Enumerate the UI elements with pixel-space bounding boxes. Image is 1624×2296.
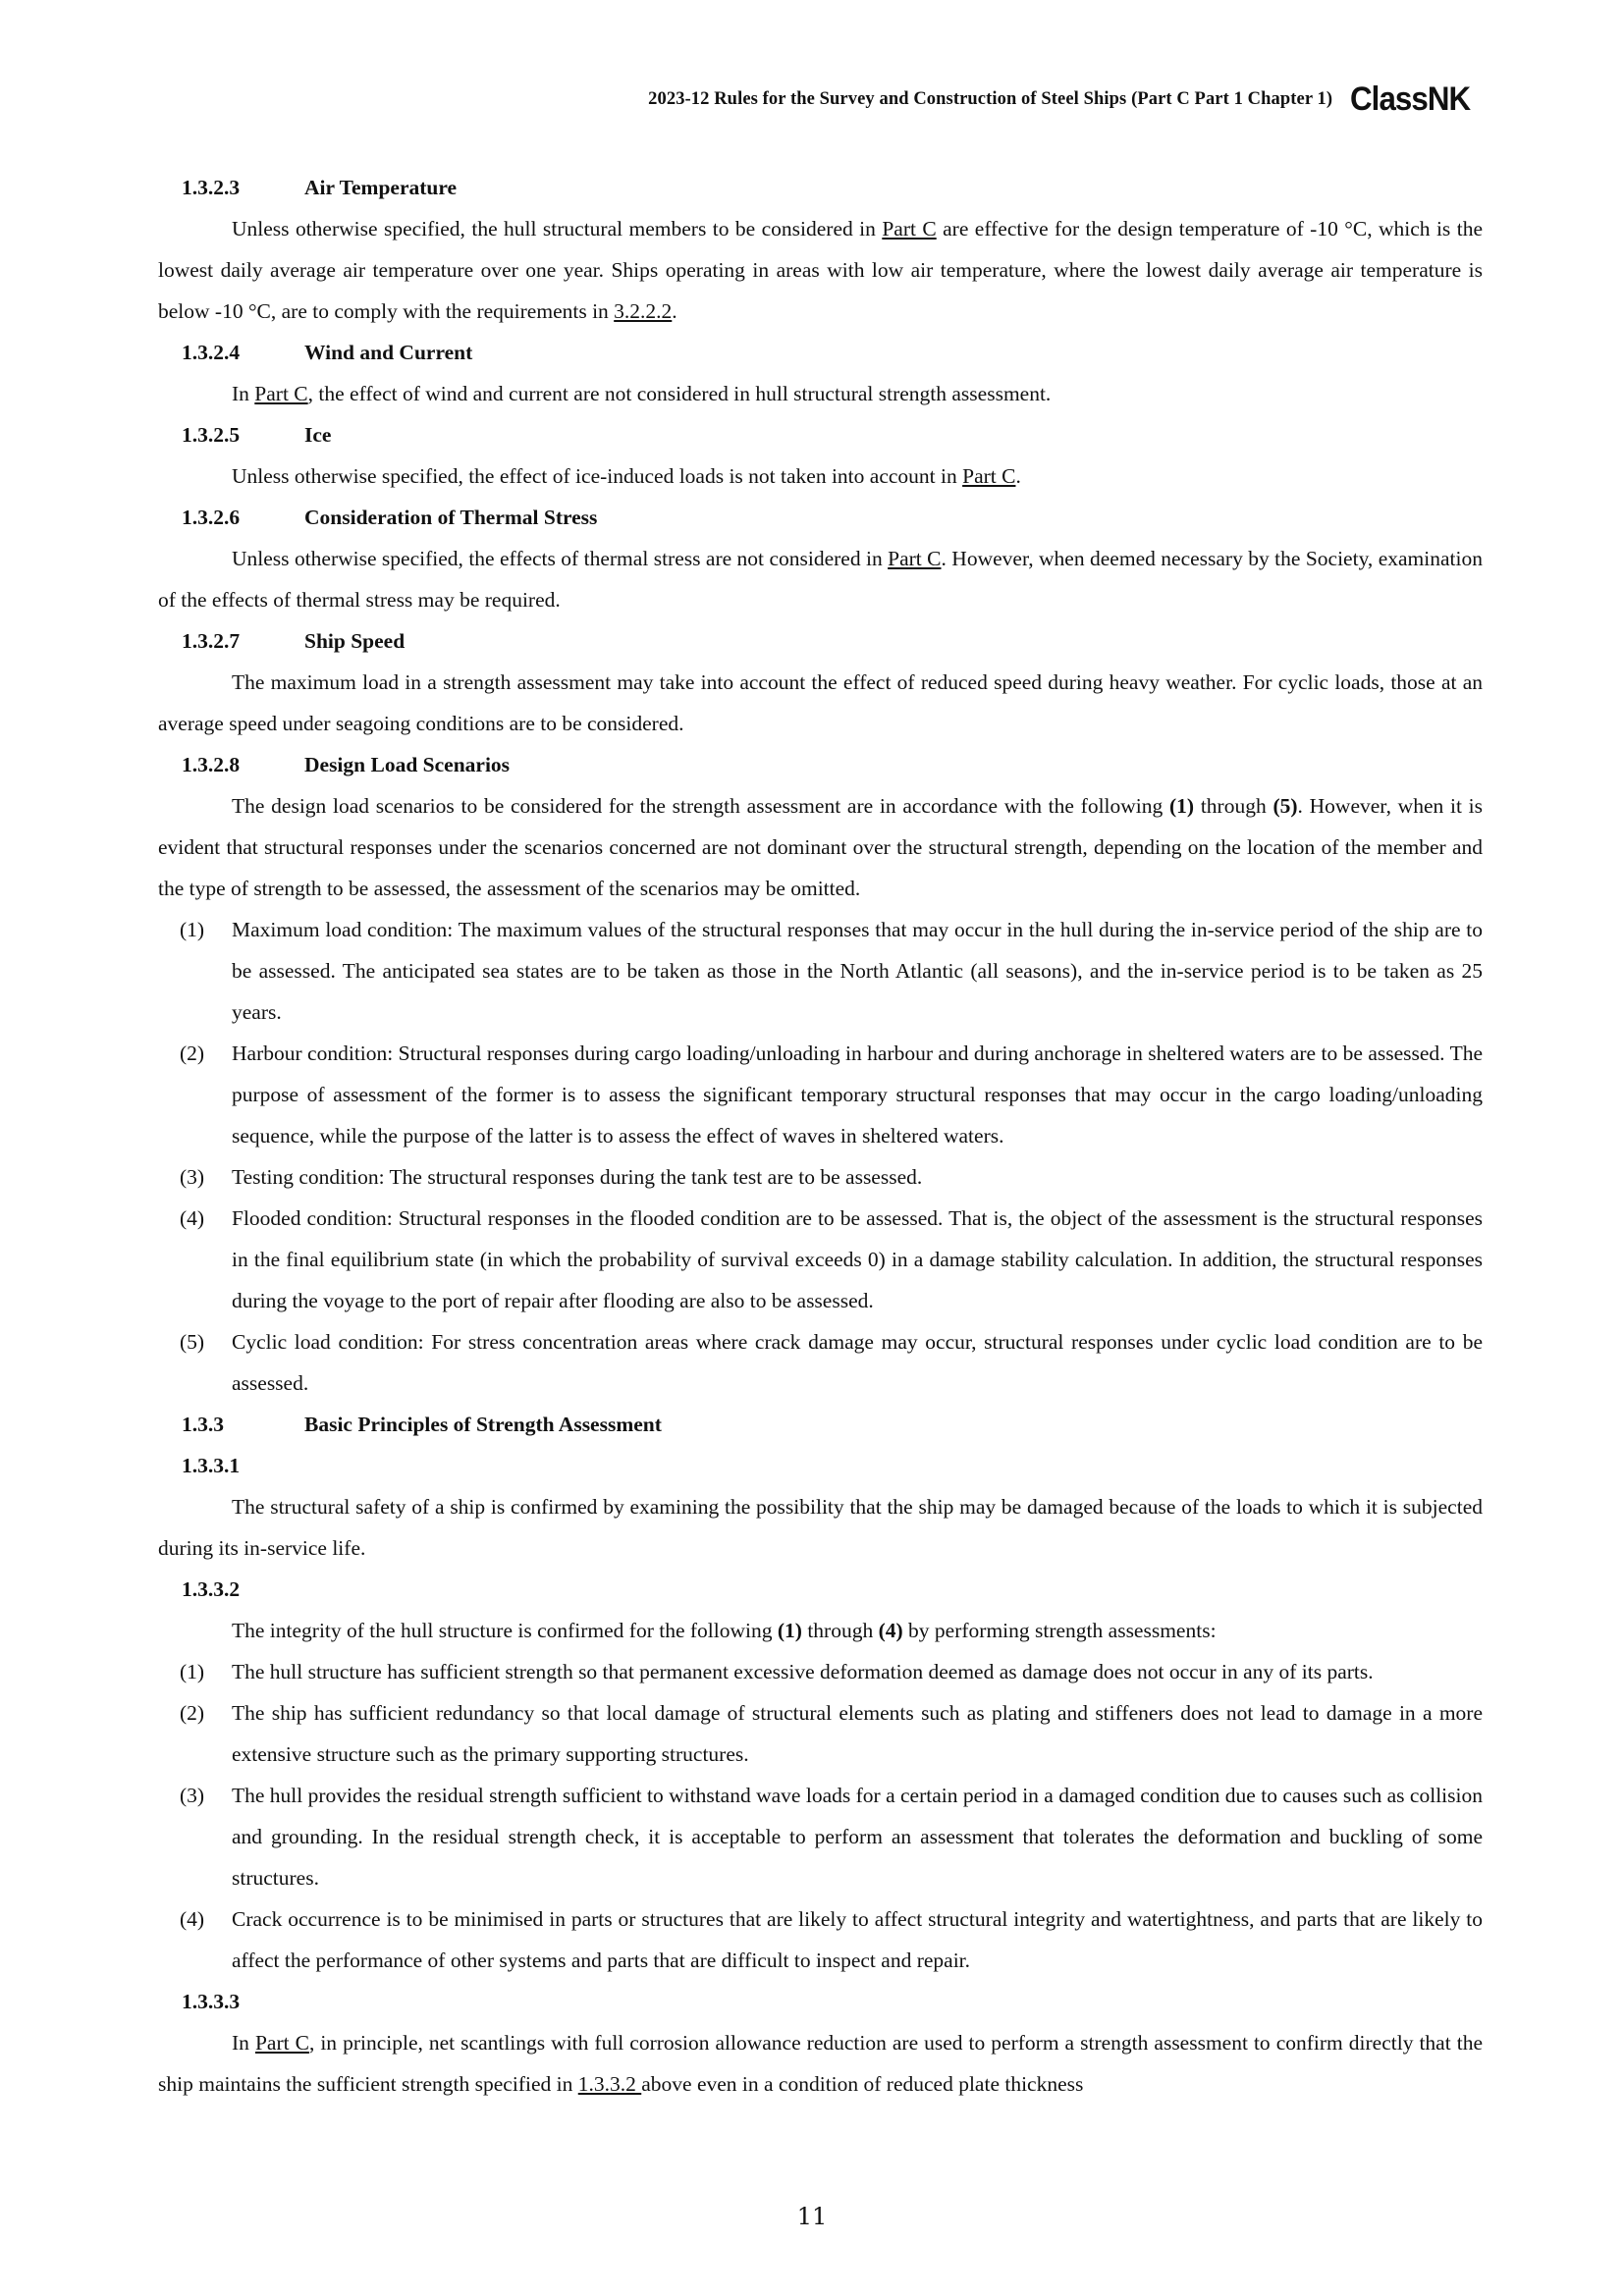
section-heading [158, 167, 1483, 208]
classnk-logo: ClassNK [1350, 80, 1471, 118]
paragraph-text: In [232, 2031, 255, 2055]
section-heading [158, 1981, 1483, 2022]
list-marker: (1) [180, 1660, 205, 1683]
paragraph [158, 2022, 1483, 2105]
document-body [158, 167, 1483, 2105]
paragraph [158, 1610, 1483, 1651]
list-marker: (4) [180, 1907, 205, 1931]
link-part-c[interactable]: Part C [888, 547, 942, 570]
list-marker: (1) [180, 918, 205, 941]
paragraph-text: , the effect of wind and current are not considered in hull structural strength assessment. [307, 382, 1052, 405]
section-title: Ice [304, 423, 332, 447]
section-heading [158, 414, 1483, 455]
paragraph-text: by performing strength assessments: [902, 1619, 1217, 1642]
paragraph-text: The integrity of the hull structure is confirmed for the following [232, 1619, 778, 1642]
list-item [158, 1033, 1483, 1156]
page-number: 11 [796, 2203, 828, 2230]
section-heading [158, 620, 1483, 662]
list-item-text: Crack occurrence is to be minimised in parts or structures that are likely to affect structural integrity and watertightness, and parts that are likely to affect the performance of other systems and parts that are difficult to inspect and repair. [232, 1907, 1483, 1972]
list-marker: (4) [180, 1206, 205, 1230]
section-heading [158, 497, 1483, 538]
link-3-2-2-2[interactable]: 3.2.2.2 [614, 299, 673, 323]
section-title: Wind and Current [304, 341, 473, 364]
paragraph-text: . However, when it is evident that structural responses under the scenarios concerned are not dominant over the structural strength, depending on the location of the member and the type of strength to be assessed, the assessment of the scenarios may be omitted. [158, 794, 1483, 900]
link-part-c[interactable]: Part C [254, 382, 308, 405]
section-number: 1.3.3.1 [182, 1454, 241, 1477]
list-marker: (3) [180, 1784, 205, 1807]
section-number: 1.3.3 [182, 1413, 224, 1436]
section-heading [158, 332, 1483, 373]
link-part-c[interactable]: Part C [254, 2031, 309, 2055]
paragraph-text: . [672, 299, 677, 323]
list-item-text: Harbour condition: Structural responses during cargo loading/unloading in harbour and during anchorage in sheltered waters are to be assessed. The purpose of assessment of the former is to assess the significant temporary structural responses that may occur in the cargo loading/unloading sequence, while the purpose of the latter is to assess the effect of waves in sheltered waters. [232, 1041, 1483, 1148]
paragraph-text: Unless otherwise specified, the hull structural members to be considered in [232, 217, 883, 240]
section-number: 1.3.2.3 [182, 176, 241, 199]
list-item-text: The ship has sufficient redundancy so that local damage of structural elements such as plating and stiffeners does not lead to damage in a more extensive structure such as the primary supporting structures. [232, 1701, 1483, 1766]
section-title: Basic Principles of Strength Assessment [304, 1413, 662, 1436]
paragraph-text: In [232, 382, 255, 405]
page-header [648, 80, 1481, 119]
list-marker: (5) [180, 1330, 205, 1354]
paragraph [158, 538, 1483, 620]
list-item-text: The hull structure has sufficient strength so that permanent excessive deformation deemed as damage does not occur in any of its parts. [232, 1660, 1374, 1683]
list-item-text: Flooded condition: Structural responses in the flooded condition are to be assessed. That is, the object of the assessment is the structural responses in the final equilibrium state (in which the probability of survival exceeds 0) in a damage stability calculation. In addition, the structural responses during the voyage to the port of repair after flooding are also to be assessed. [232, 1206, 1483, 1312]
link-part-c[interactable]: Part C [882, 217, 937, 240]
section-heading [158, 744, 1483, 785]
section-number: 1.3.3.2 [182, 1577, 241, 1601]
bold-reference: (1) [777, 1619, 802, 1642]
section-heading [158, 1404, 1483, 1445]
section-title: Design Load Scenarios [304, 753, 511, 776]
list-item [158, 1692, 1483, 1775]
section-number: 1.3.2.4 [182, 341, 241, 364]
bold-reference: (1) [1169, 794, 1195, 818]
list-item [158, 1156, 1483, 1198]
section-number: 1.3.2.7 [182, 629, 241, 653]
paragraph-text: above even in a condition of reduced plate thickness [641, 2072, 1084, 2096]
list-item-text: The hull provides the residual strength sufficient to withstand wave loads for a certain period in a damaged condition due to causes such as collision and grounding. In the residual strength check, it is acceptable to perform an assessment that tolerates the deformation and buckling of some structures. [232, 1784, 1483, 1890]
section-heading [158, 1445, 1483, 1486]
paragraph-text: Unless otherwise specified, the effects of thermal stress are not considered in [232, 547, 889, 570]
list-item-text: Testing condition: The structural responses during the tank test are to be assessed. [232, 1165, 923, 1189]
paragraph: The maximum load in a strength assessment may take into account the effect of reduced speed during heavy weather. For cyclic loads, those at an average speed under seagoing conditions are to be considered. [158, 670, 1483, 735]
paragraph-text: The design load scenarios to be considered for the strength assessment are in accordance with the following [232, 794, 1170, 818]
paragraph-text: Unless otherwise specified, the effect of ice-induced loads is not taken into account in [232, 464, 963, 488]
section-title: Ship Speed [304, 629, 406, 653]
link-1-3-3-2[interactable]: 1.3.3.2 [577, 2072, 642, 2096]
list-marker: (2) [180, 1041, 205, 1065]
list-marker: (3) [180, 1165, 205, 1189]
section-title: Consideration of Thermal Stress [304, 506, 598, 529]
paragraph-text: , in principle, net scantlings with full corrosion allowance reduction are used to perform a strength assessment to confirm directly that the ship maintains the sufficient strength specified in [158, 2031, 1483, 2096]
list-item [158, 1898, 1483, 1981]
list-item [158, 1651, 1483, 1692]
section-number: 1.3.2.5 [182, 423, 241, 447]
header-title: 2023-12 Rules for the Survey and Construction of Steel Ships (Part C Part 1 Chapter 1) [648, 89, 1333, 109]
list-item [158, 1775, 1483, 1898]
paragraph [158, 785, 1483, 909]
link-part-c[interactable]: Part C [962, 464, 1016, 488]
paragraph [158, 208, 1483, 332]
section-number: 1.3.2.6 [182, 506, 241, 529]
list-item-text: Cyclic load condition: For stress concentration areas where crack damage may occur, structural responses under cyclic load condition are to be assessed. [232, 1330, 1483, 1395]
paragraph-text: . [1015, 464, 1021, 488]
list-marker: (2) [180, 1701, 205, 1725]
bold-reference: (5) [1272, 794, 1298, 818]
section-heading [158, 1569, 1483, 1610]
paragraph-text: through [1194, 794, 1273, 818]
list-item-text: Maximum load condition: The maximum values of the structural responses that may occur in the hull during the in-service period of the ship are to be assessed. The anticipated sea states are to be taken as those in the North Atlantic (all seasons), and the in-service period is to be taken as 25 years. [232, 918, 1483, 1024]
list-item [158, 1198, 1483, 1321]
paragraph [158, 455, 1483, 497]
paragraph-text: through [801, 1619, 879, 1642]
section-number: 1.3.3.3 [182, 1990, 241, 2013]
paragraph: The structural safety of a ship is confirmed by examining the possibility that the ship may be damaged because of the loads to which it is subjected during its in-service life. [158, 1495, 1483, 1560]
paragraph-text: are effective for the design temperature of -10 °C, which is the lowest daily average air temperature over one year. Ships operating in areas with low air temperature, where the lowest daily average air temperature is below -10 °C, are to comply with the requirements in [158, 217, 1483, 323]
list-item [158, 1321, 1483, 1404]
paragraph [158, 373, 1483, 414]
list-item [158, 909, 1483, 1033]
paragraph-text: . However, when deemed necessary by the Society, examination of the effects of thermal stress may be required. [158, 547, 1483, 612]
section-title: Air Temperature [304, 176, 458, 199]
bold-reference: (4) [878, 1619, 903, 1642]
section-number: 1.3.2.8 [182, 753, 241, 776]
